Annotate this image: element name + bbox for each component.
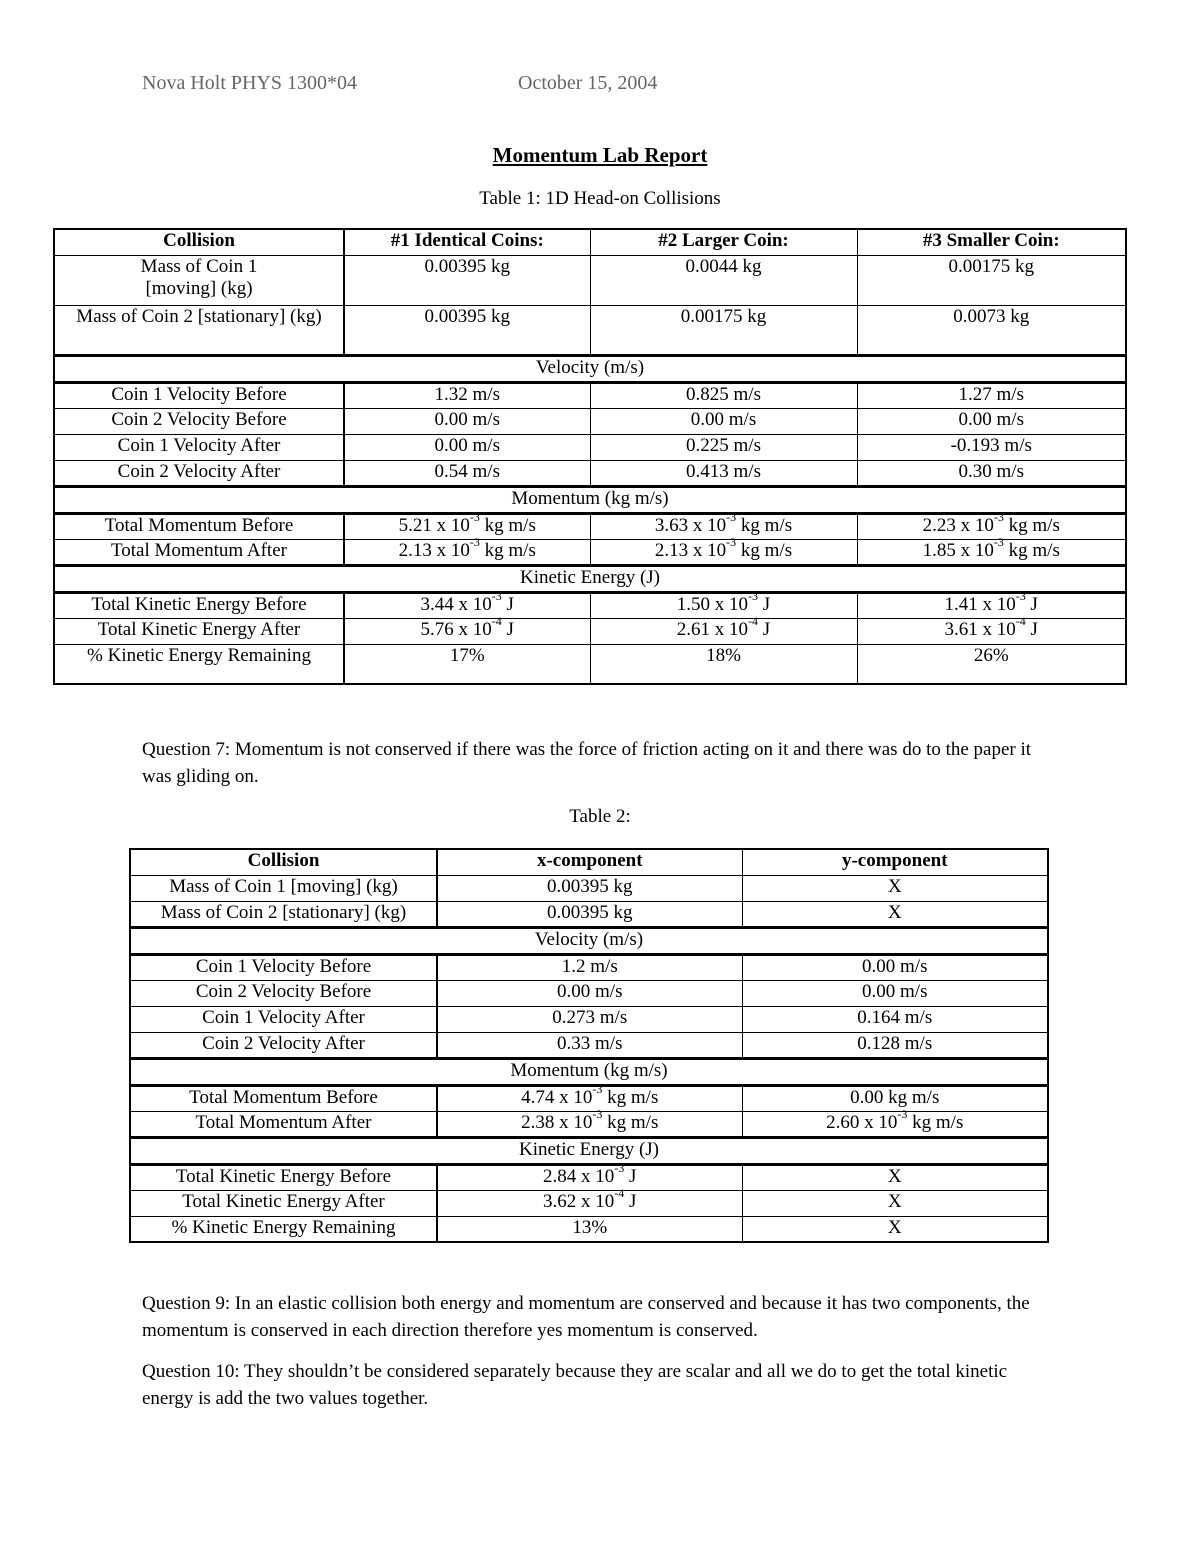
table-cell — [437, 1082, 742, 1111]
unit: kg m/s — [479, 514, 536, 536]
unit: J — [624, 1165, 637, 1187]
table-cell: 0.00 m/s — [437, 980, 742, 1006]
table-cell: 0.00 m/s — [344, 434, 590, 460]
section-header: Kinetic Energy (J) — [54, 565, 1126, 592]
table-cell: 0.00 m/s — [344, 408, 590, 434]
mantissa: 5.76 x 10 — [420, 618, 492, 640]
table2-caption: Table 2: — [569, 806, 631, 827]
table-row — [130, 1216, 1048, 1242]
column-header: x-component — [437, 849, 742, 875]
row-label: Coin 2 Velocity Before — [54, 408, 344, 434]
row-label: % Kinetic Energy Remaining — [130, 1216, 437, 1242]
table-cell: 0.00175 kg — [857, 255, 1126, 305]
exponent: -3 — [491, 589, 502, 604]
section-header: Momentum (kg m/s) — [54, 486, 1126, 513]
table-cell — [437, 1107, 742, 1137]
row-label: Coin 1 Velocity After — [54, 434, 344, 460]
unit: kg m/s — [479, 539, 536, 561]
table-cell: 0.00 m/s — [742, 980, 1048, 1006]
unit: kg m/s — [736, 539, 793, 561]
row-label: Total Momentum After — [130, 1111, 437, 1137]
question-7: Question 7: Momentum is not conserved if there was the force of friction acting on it and there was do to the paper it was gliding on. — [142, 739, 1032, 787]
page-title: Momentum Lab Report — [492, 143, 708, 167]
table-row — [130, 901, 1048, 927]
row-label: Total Kinetic Energy After — [130, 1190, 437, 1216]
table-row — [130, 1085, 1048, 1111]
unit: kg m/s — [907, 1111, 964, 1133]
table-cell: 0.128 m/s — [742, 1032, 1048, 1058]
section-header: Velocity (m/s) — [54, 355, 1126, 382]
table-cell: X — [742, 1164, 1048, 1190]
mantissa: 3.44 x 10 — [420, 593, 492, 615]
section-header: Velocity (m/s) — [130, 927, 1048, 954]
exponent: -3 — [469, 510, 480, 525]
table-cell: X — [742, 875, 1048, 901]
table-cell: 0.273 m/s — [437, 1006, 742, 1032]
section-row — [130, 1058, 1048, 1085]
row-label: Coin 2 Velocity After — [54, 460, 344, 486]
mantissa: 2.84 x 10 — [543, 1165, 615, 1187]
row-label: Mass of Coin 1 [moving] (kg) — [54, 255, 344, 305]
exponent: -3 — [993, 510, 1004, 525]
row-label: % Kinetic Energy Remaining — [54, 644, 344, 684]
exponent: -3 — [592, 1107, 603, 1122]
exponent: -3 — [993, 535, 1004, 550]
table-cell: -0.193 m/s — [857, 434, 1126, 460]
row-label: Total Kinetic Energy Before — [54, 592, 344, 618]
unit: J — [501, 593, 514, 615]
table-cell — [590, 589, 857, 618]
table-row — [130, 1006, 1048, 1032]
table-cell: 0.00175 kg — [590, 305, 857, 355]
table-row — [130, 1032, 1048, 1058]
exponent: -4 — [1015, 614, 1026, 629]
table-cell: X — [742, 1190, 1048, 1216]
mantissa: 5.21 x 10 — [398, 514, 470, 536]
table-cell: 0.00 m/s — [590, 408, 857, 434]
table-row — [130, 1190, 1048, 1216]
table-cell: 0.00395 kg — [344, 255, 590, 305]
table-row — [54, 618, 1126, 644]
row-label: Total Momentum Before — [130, 1085, 437, 1111]
column-header: Collision — [130, 849, 437, 875]
table-cell — [344, 535, 590, 565]
mantissa: 1.85 x 10 — [922, 539, 994, 561]
mantissa: 2.38 x 10 — [521, 1111, 593, 1133]
table-row — [54, 460, 1126, 486]
row-label: Coin 1 Velocity Before — [54, 382, 344, 408]
unit: kg m/s — [736, 514, 793, 536]
exponent: -3 — [614, 1161, 625, 1176]
table-cell: 1.2 m/s — [437, 954, 742, 980]
table-cell: 0.00 kg m/s — [742, 1085, 1048, 1111]
row-label: Coin 2 Velocity After — [130, 1032, 437, 1058]
section-row — [130, 927, 1048, 954]
table-row — [54, 539, 1126, 565]
unit: J — [624, 1190, 637, 1212]
exponent: -3 — [1015, 589, 1026, 604]
section-row — [54, 486, 1126, 513]
table-cell: 0.225 m/s — [590, 434, 857, 460]
table-cell — [437, 1186, 742, 1216]
exponent: -3 — [726, 535, 737, 550]
question-10: Question 10: They shouldn’t be considered separately because they are scalar and all we do to get the total kinetic energy is add the two values together. — [142, 1361, 1008, 1409]
table-cell — [590, 535, 857, 565]
row-label: Total Kinetic Energy Before — [130, 1164, 437, 1190]
section-row — [130, 1137, 1048, 1164]
table-row — [130, 954, 1048, 980]
table-cell: 0.54 m/s — [344, 460, 590, 486]
table-row — [54, 592, 1126, 618]
exponent: -4 — [491, 614, 502, 629]
exponent: -3 — [469, 535, 480, 550]
row-label: Total Momentum Before — [54, 513, 344, 539]
exponent: -4 — [614, 1186, 625, 1201]
exponent: -3 — [897, 1107, 908, 1122]
mantissa: 1.41 x 10 — [944, 593, 1016, 615]
exponent: -4 — [748, 614, 759, 629]
table-cell — [857, 535, 1126, 565]
table-cell: 0.413 m/s — [590, 460, 857, 486]
table-cell: 0.00 m/s — [742, 954, 1048, 980]
column-header: y-component — [742, 849, 1048, 875]
table-row — [54, 255, 1126, 305]
mantissa: 2.23 x 10 — [922, 514, 994, 536]
table1-caption: Table 1: 1D Head-on Collisions — [479, 188, 721, 209]
row-label: Coin 1 Velocity After — [130, 1006, 437, 1032]
question-9: Question 9: In an elastic collision both energy and momentum are conserved and because it has two components, the momentum is conserved in each direction therefore yes momentum is conserved. — [142, 1293, 1030, 1341]
table-cell: 0.00395 kg — [437, 875, 742, 901]
mantissa: 2.60 x 10 — [826, 1111, 898, 1133]
mantissa: 1.50 x 10 — [676, 593, 749, 615]
table-row — [54, 644, 1126, 684]
table-cell: 17% — [344, 644, 590, 684]
column-header: Collision — [54, 229, 344, 255]
exponent: -3 — [726, 510, 737, 525]
mantissa: 2.61 x 10 — [676, 618, 749, 640]
table-cell: 0.00 m/s — [857, 408, 1126, 434]
column-header: #3 Smaller Coin: — [857, 229, 1126, 255]
author-course: Nova Holt PHYS 1300*04 — [142, 72, 358, 94]
unit: J — [1025, 618, 1038, 640]
mantissa: 3.63 x 10 — [654, 514, 727, 536]
table-cell — [857, 614, 1126, 644]
section-header: Kinetic Energy (J) — [130, 1137, 1048, 1164]
mantissa: 3.61 x 10 — [944, 618, 1016, 640]
table-row — [130, 875, 1048, 901]
row-label: Total Kinetic Energy After — [54, 618, 344, 644]
table-cell: 18% — [590, 644, 857, 684]
table-cell — [344, 614, 590, 644]
table-cell — [857, 589, 1126, 618]
table-cell: 0.00395 kg — [437, 901, 742, 927]
table-cell — [344, 589, 590, 618]
table-cell: 0.0044 kg — [590, 255, 857, 305]
table-cell — [437, 1161, 742, 1190]
unit: kg m/s — [602, 1111, 659, 1133]
table-cell: 0.00395 kg — [344, 305, 590, 355]
unit: J — [758, 593, 771, 615]
table-header-row — [54, 229, 1126, 255]
row-label: Mass of Coin 2 [stationary] (kg) — [54, 305, 344, 355]
row-label: Total Momentum After — [54, 539, 344, 565]
row-label: Coin 2 Velocity Before — [130, 980, 437, 1006]
mantissa: 2.13 x 10 — [398, 539, 470, 561]
table-row — [54, 513, 1126, 539]
table-row — [130, 980, 1048, 1006]
table-cell — [742, 1107, 1048, 1137]
report-date: October 15, 2004 — [518, 72, 658, 94]
mantissa: 4.74 x 10 — [521, 1086, 593, 1108]
table-cell: X — [742, 901, 1048, 927]
exponent: -3 — [748, 589, 759, 604]
table-cell: 26% — [857, 644, 1126, 684]
table-row — [54, 408, 1126, 434]
table-cell: 1.32 m/s — [344, 382, 590, 408]
unit: kg m/s — [1003, 514, 1060, 536]
table-cell — [344, 510, 590, 539]
table-cell: 1.27 m/s — [857, 382, 1126, 408]
unit: kg m/s — [602, 1086, 659, 1108]
section-row — [54, 355, 1126, 382]
row-label: Coin 1 Velocity Before — [130, 954, 437, 980]
unit: J — [758, 618, 771, 640]
table-header-row — [130, 849, 1048, 875]
table-cell — [590, 614, 857, 644]
table-cell: X — [742, 1216, 1048, 1242]
table-row — [54, 382, 1126, 408]
table2 — [129, 848, 1049, 1243]
table-row — [54, 434, 1126, 460]
unit: J — [1025, 593, 1038, 615]
row-label: Mass of Coin 1 [moving] (kg) — [130, 875, 437, 901]
column-header: #1 Identical Coins: — [344, 229, 590, 255]
exponent: -3 — [592, 1082, 603, 1097]
section-header: Momentum (kg m/s) — [130, 1058, 1048, 1085]
table1 — [53, 228, 1127, 685]
table-cell: 0.30 m/s — [857, 460, 1126, 486]
table-row — [130, 1164, 1048, 1190]
table-row — [54, 305, 1126, 355]
mantissa: 3.62 x 10 — [543, 1190, 615, 1212]
unit: J — [501, 618, 514, 640]
table-cell — [590, 510, 857, 539]
table-row — [130, 1111, 1048, 1137]
section-row — [54, 565, 1126, 592]
table-cell: 13% — [437, 1216, 742, 1242]
table-cell — [857, 510, 1126, 539]
table-cell: 0.0073 kg — [857, 305, 1126, 355]
unit: kg m/s — [1003, 539, 1060, 561]
column-header: #2 Larger Coin: — [590, 229, 857, 255]
row-label: Mass of Coin 2 [stationary] (kg) — [130, 901, 437, 927]
table-cell: 0.825 m/s — [590, 382, 857, 408]
table-cell: 0.33 m/s — [437, 1032, 742, 1058]
table-cell: 0.164 m/s — [742, 1006, 1048, 1032]
mantissa: 2.13 x 10 — [654, 539, 727, 561]
